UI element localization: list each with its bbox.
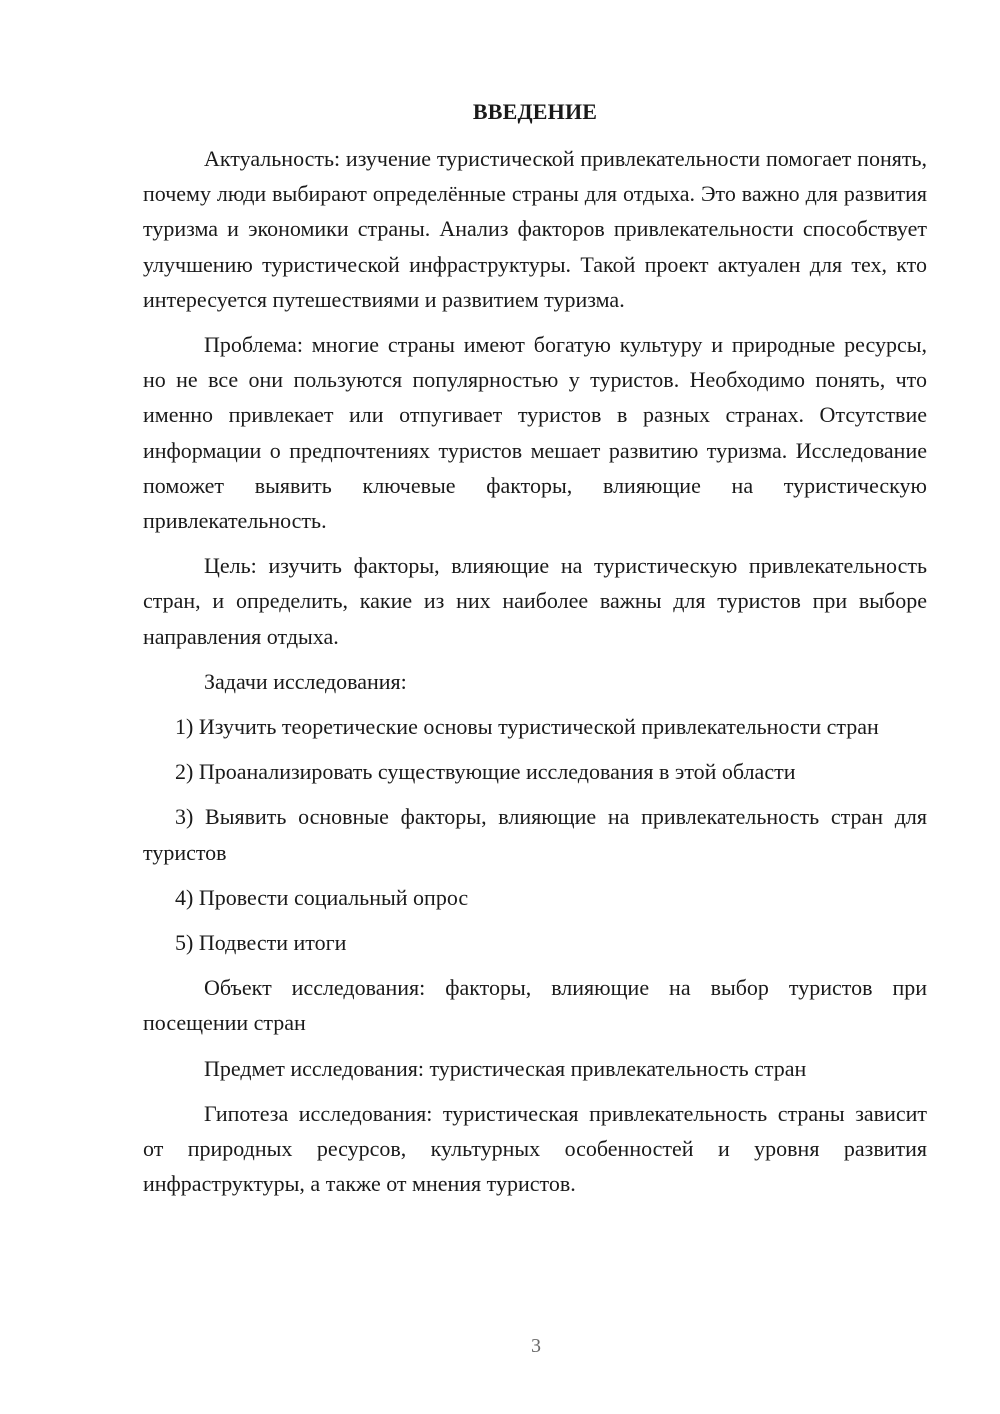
page-number: 3 bbox=[531, 1335, 541, 1357]
tasks-list bbox=[143, 709, 927, 960]
object-paragraph: Объект исследования: факторы, влияющие на выбор туристов при посещении стран bbox=[143, 975, 927, 1036]
subject-paragraph: Предмет исследования: туристическая привлекательность стран bbox=[204, 1055, 807, 1081]
relevance-paragraph: Актуальность: изучение туристической привлекательности помогает понять, почему люди выбирают определённые страны для отдыха. Это важно для развития туризма и экономики страны. Анализ факторов привлекательности способствует улучшению туристической инфраструктуры. Такой проект актуален для тех, кто интересуется путешествиями и развитием туризма. bbox=[143, 146, 927, 312]
page-body bbox=[143, 94, 927, 1211]
list-item: 5) Подвести итоги bbox=[175, 930, 347, 956]
list-item: 4) Провести социальный опрос bbox=[175, 884, 469, 910]
tasks-heading: Задачи исследования: bbox=[204, 668, 407, 694]
hypothesis-paragraph: Гипотеза исследования: туристическая привлекательность страны зависит от природных ресурсов, культурных особенностей и уровня развития инфраструктуры, а также от мнения туристов. bbox=[143, 1100, 927, 1197]
page-title: ВВЕДЕНИЕ bbox=[472, 99, 598, 124]
list-item: 1) Изучить теоретические основы туристической привлекательности стран bbox=[175, 714, 879, 740]
list-item: 3) Выявить основные факторы, влияющие на привлекательность стран для туристов bbox=[143, 804, 927, 865]
problem-paragraph: Проблема: многие страны имеют богатую культуру и природные ресурсы, но не все они пользуются популярностью у туристов. Необходимо понять, что именно привлекает или отпугивает туристов в разных странах. Отсутствие информации о предпочтениях туристов мешает развитию туризма. Исследование поможет выявить ключевые факторы, влияющие на туристическую привлекательность. bbox=[143, 332, 927, 534]
goal-paragraph: Цель: изучить факторы, влияющие на туристическую привлекательность стран, и определить, какие из них наиболее важны для туристов при выборе направления отдыха. bbox=[143, 553, 927, 649]
list-item: 2) Проанализировать существующие исследования в этой области bbox=[175, 759, 796, 785]
